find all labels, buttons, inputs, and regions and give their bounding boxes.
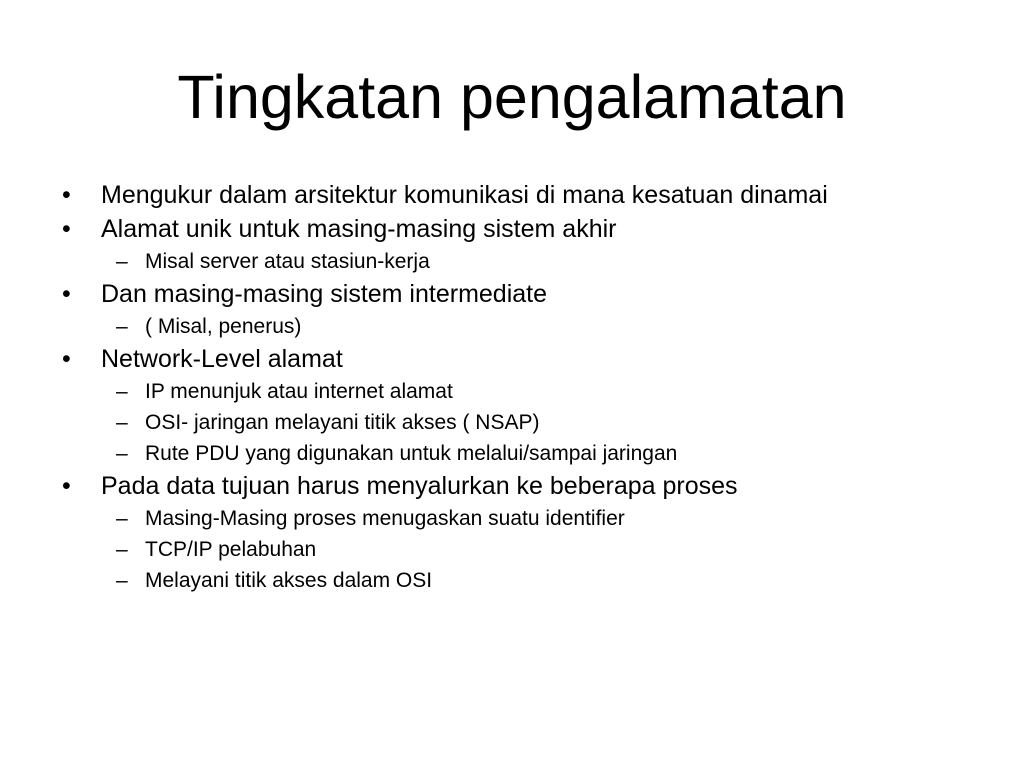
bullet-text: Mengukur dalam arsitektur komunikasi di mana kesatuan dinamai [101, 181, 828, 209]
sub-bullet-text: OSI- jaringan melayani titik akses ( NSAP) [145, 411, 540, 434]
sub-bullet-text: TCP/IP pelabuhan [145, 538, 317, 561]
bullet-item [0, 277, 1024, 311]
sub-bullet-text: ( Misal, penerus) [145, 315, 302, 338]
sub-bullet-item [0, 534, 1024, 565]
bullet-marker: • [62, 215, 71, 243]
bullet-marker: • [62, 280, 71, 308]
sub-bullet-marker: – [116, 538, 128, 561]
bullet-marker: • [62, 472, 71, 500]
sub-bullet-marker: – [116, 315, 128, 338]
bullet-text: Dan masing-masing sistem intermediate [101, 280, 548, 308]
bullet-item [0, 342, 1024, 376]
sub-bullet-text: Rute PDU yang digunakan untuk melalui/sampai jaringan [145, 442, 678, 465]
sub-bullet-marker: – [116, 569, 128, 592]
sub-bullet-text: Misal server atau stasiun-kerja [145, 250, 430, 273]
sub-bullet-marker: – [116, 507, 128, 530]
bullet-item [0, 178, 1024, 212]
bullet-text: Alamat unik untuk masing-masing sistem akhir [101, 215, 617, 243]
sub-bullet-marker: – [116, 442, 128, 465]
sub-bullet-marker: – [116, 411, 128, 434]
sub-bullet-item [0, 503, 1024, 534]
sub-bullet-item [0, 246, 1024, 277]
sub-bullet-marker: – [116, 250, 128, 273]
sub-bullet-item [0, 407, 1024, 438]
bullet-marker: • [62, 345, 71, 373]
sub-bullet-item [0, 565, 1024, 596]
sub-bullet-item [0, 376, 1024, 407]
bullet-marker: • [62, 181, 71, 209]
sub-bullet-text: Melayani titik akses dalam OSI [145, 569, 433, 592]
bullet-text: Network-Level alamat [101, 345, 343, 373]
slide-title: Tingkatan pengalamatan [177, 63, 847, 131]
sub-bullet-item [0, 311, 1024, 342]
bullet-item [0, 469, 1024, 503]
sub-bullet-text: Masing-Masing proses menugaskan suatu identifier [145, 507, 625, 530]
sub-bullet-marker: – [116, 380, 128, 403]
sub-bullet-item [0, 438, 1024, 469]
bullet-text: Pada data tujuan harus menyalurkan ke beberapa proses [101, 472, 738, 500]
bullet-item [0, 212, 1024, 246]
sub-bullet-text: IP menunjuk atau internet alamat [145, 380, 453, 403]
bullet-list [0, 178, 1024, 596]
